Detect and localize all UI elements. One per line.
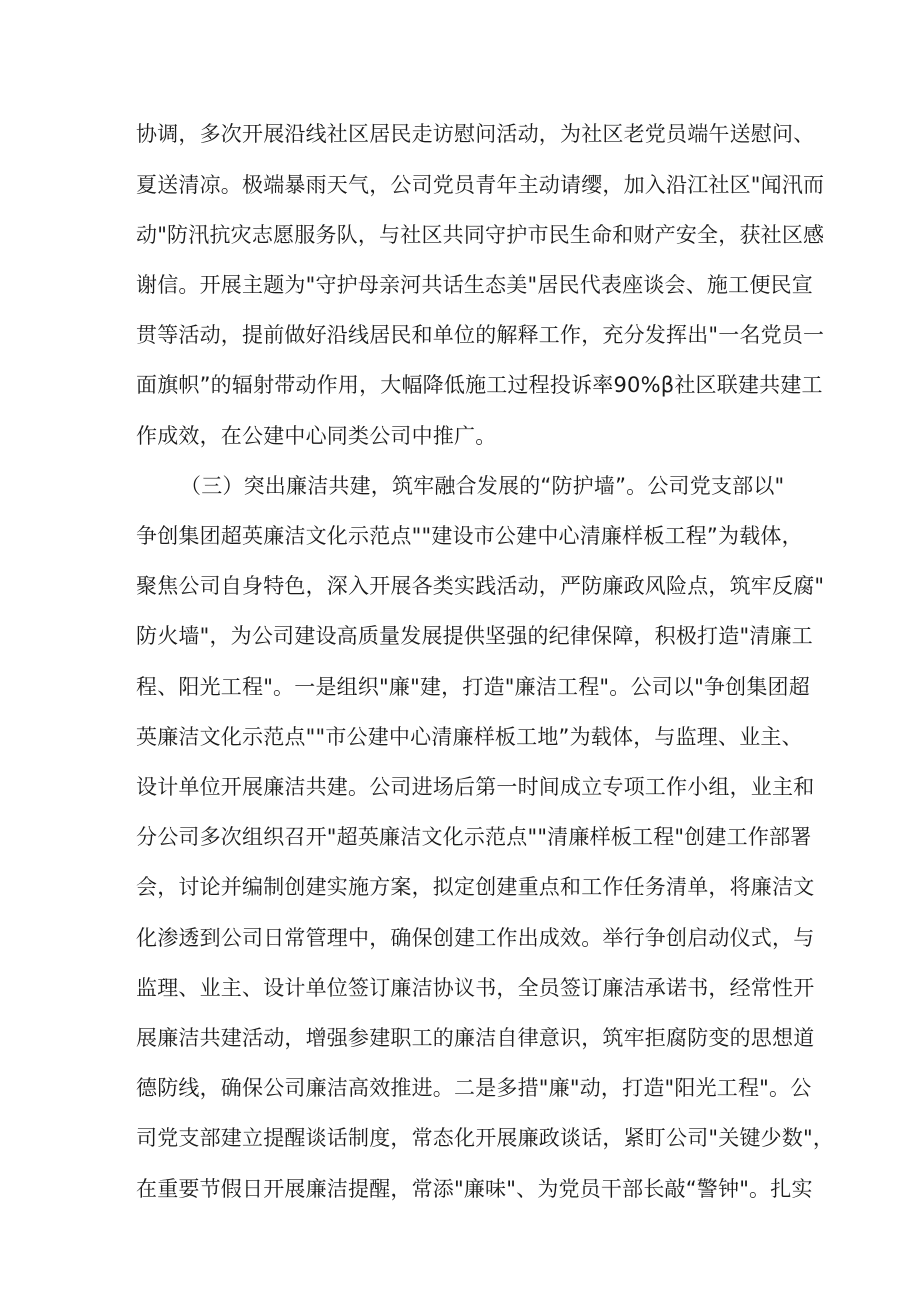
text-line: 程、阳光工程"。一是组织"廉"建，打造"廉洁工程"。公司以"争创集团超	[136, 675, 810, 699]
text-line: 作成效，在公建中心同类公司中推广。	[136, 424, 497, 448]
text-line: 展廉洁共建活动，增强参建职工的廉洁自律意识，筑牢拒腐防变的思想道	[136, 1026, 815, 1050]
text-line: 面旗帜”的辐射带动作用，大幅降低施工过程投诉率90%β社区联建共建工	[136, 373, 823, 397]
text-line: 化渗透到公司日常管理中，确保创建工作出成效。举行争创启动仪式，与	[136, 926, 815, 950]
text-line: 谢信。开展主题为"守护母亲河共话生态美"居民代表座谈会、施工便民宣	[136, 273, 813, 297]
text-line: 英廉洁文化示范点""市公建中心清廉样板工地”为载体，与监理、业主、	[136, 725, 803, 749]
text-line: 会，讨论并编制创建实施方案，拟定创建重点和工作任务清单，将廉洁文	[136, 875, 815, 899]
text-line: 动"防汛抗灾志愿服务队，与社区共同守护市民生命和财产安全，获社区感	[136, 223, 825, 247]
text-line: 协调，多次开展沿线社区居民走访慰问活动，为社区老党员端午送慰问、	[136, 122, 815, 146]
text-line: 德防线，确保公司廉洁高效推进。二是多措"廉"动，打造"阳光工程"。公	[136, 1076, 812, 1100]
text-line: 在重要节假日开展廉洁提醒，常添"廉味"、为党员干部长敲“警钟"。扎实	[136, 1177, 813, 1201]
section-heading-line: （三）突出廉洁共建，筑牢融合发展的“防护墙”。公司党支部以"	[180, 474, 785, 498]
text-line: 分公司多次组织召开"超英廉洁文化示范点""清廉样板工程"创建工作部署	[136, 825, 812, 849]
text-line: 监理、业主、设计单位签订廉洁协议书，全员签订廉洁承诺书，经常性开	[136, 976, 815, 1000]
text-line: 设计单位开展廉洁共建。公司进场后第一时间成立专项工作小组，业主和	[136, 775, 815, 799]
text-line: 争创集团超英廉洁文化示范点""建设市公建中心清廉样板工程”为载体，	[136, 524, 803, 548]
text-line: 司党支部建立提醒谈话制度，常态化开展廉政谈话，紧盯公司"关键少数"，	[136, 1126, 835, 1150]
text-line: 贯等活动，提前做好沿线居民和单位的解释工作，充分发挥出"一名党员一	[136, 323, 825, 347]
text-line: 聚焦公司自身特色，深入开展各类实践活动，严防廉政风险点，筑牢反腐"	[136, 574, 825, 598]
text-line: 防火墙"，为公司建设高质量发展提供坚强的纪律保障，积极打造"清廉工	[136, 624, 813, 648]
text-line: 夏送清凉。极端暴雨天气，公司党员青年主动请缨，加入沿江社区"闻汛而	[136, 173, 825, 197]
